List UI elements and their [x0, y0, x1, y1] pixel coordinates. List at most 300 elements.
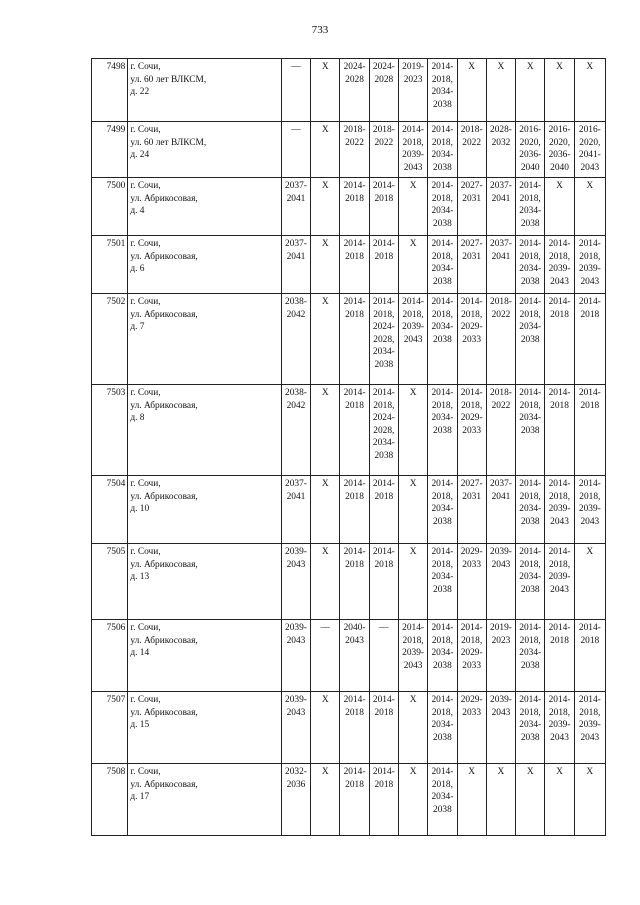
schedule-value: 2018,	[402, 635, 424, 646]
schedule-value: 2014-	[519, 181, 542, 191]
schedule-value: 2031	[462, 193, 482, 204]
schedule-value: 2014-	[548, 695, 571, 705]
schedule-value: 2039-	[402, 150, 425, 161]
schedule-value: 2038	[433, 516, 452, 527]
address-line: г. Сочи,	[130, 479, 161, 489]
schedule-value: 2038	[433, 425, 452, 436]
schedule-cell	[516, 620, 545, 692]
schedule-value: 2018,	[461, 400, 483, 411]
schedule-value: 2029-	[460, 648, 483, 659]
table-row	[92, 236, 606, 294]
schedule-value: 2014-	[372, 547, 395, 557]
address-line: г. Сочи,	[130, 767, 161, 777]
schedule-value: 2014-	[578, 479, 601, 489]
schedule-value: 2018,	[431, 74, 453, 85]
table-row	[92, 385, 606, 476]
schedule-value: 2038	[374, 450, 394, 461]
schedule-value: 2018	[374, 707, 394, 718]
schedule-value: 2018,	[431, 309, 453, 320]
schedule-value: X	[321, 479, 329, 489]
schedule-cell	[428, 294, 457, 385]
schedule-value: 2043	[286, 559, 306, 570]
address-cell	[128, 620, 281, 692]
schedule-cell	[516, 122, 545, 178]
address-line: д. 4	[130, 206, 145, 217]
schedule-value: 2014-	[431, 388, 454, 398]
schedule-value: 2024-	[343, 62, 366, 72]
schedule-cell	[516, 476, 545, 544]
address-line: г. Сочи,	[130, 388, 161, 398]
schedule-value: 2043	[403, 334, 423, 345]
schedule-cell	[574, 122, 605, 178]
address-line: ул. Абрикосовая,	[130, 251, 198, 262]
schedule-cell	[340, 294, 369, 385]
schedule-value: 2040	[550, 162, 569, 173]
schedule-cell	[457, 544, 486, 620]
schedule-value: 2018	[345, 779, 364, 790]
schedule-cell	[311, 236, 340, 294]
address-line: ул. Абрикосовая,	[130, 193, 198, 204]
schedule-cell	[545, 122, 574, 178]
schedule-cell	[311, 178, 340, 236]
schedule-value: 2016-	[548, 125, 571, 135]
schedule-value: 2014-	[548, 239, 571, 249]
schedule-cell	[545, 236, 574, 294]
schedule-value: 2028	[374, 74, 394, 85]
schedule-value: X	[409, 695, 417, 705]
schedule-value: 2014-	[548, 297, 571, 307]
schedule-value: 2022	[374, 137, 394, 148]
schedule-value: X	[409, 767, 417, 777]
address-line: д. 8	[130, 413, 145, 424]
row-number: 7502	[92, 294, 128, 385]
schedule-value: 2038	[520, 425, 540, 436]
schedule-value: 2018	[345, 707, 364, 718]
schedule-value: X	[497, 767, 505, 777]
schedule-value: 2038	[433, 99, 452, 110]
schedule-cell	[428, 764, 457, 836]
schedule-cell	[486, 692, 515, 764]
schedule-value: X	[321, 181, 329, 191]
schedule-cell	[311, 620, 340, 692]
schedule-value: 2014-	[431, 297, 454, 307]
schedule-cell	[574, 476, 605, 544]
schedule-cell	[428, 236, 457, 294]
schedule-value: 2014-	[578, 695, 601, 705]
schedule-cell	[369, 620, 398, 692]
schedule-cell	[281, 620, 310, 692]
schedule-value: 2014-	[431, 479, 454, 489]
schedule-cell	[428, 122, 457, 178]
schedule-cell	[486, 122, 515, 178]
schedule-value: 2018	[345, 251, 364, 262]
schedule-value: 2018	[374, 559, 394, 570]
schedule-value: 2019-	[402, 62, 425, 72]
schedule-value: 2029-	[460, 322, 483, 333]
schedule-cell	[369, 178, 398, 236]
schedule-cell	[428, 620, 457, 692]
schedule-value: X	[586, 62, 594, 72]
schedule-cell	[545, 620, 574, 692]
schedule-value: X	[468, 767, 476, 777]
schedule-cell	[486, 236, 515, 294]
schedule-value: —	[320, 623, 330, 633]
schedule-cell	[574, 236, 605, 294]
schedule-value: 2018	[550, 400, 569, 411]
schedule-value: 2018,	[431, 400, 453, 411]
address-line: ул. 60 лет ВЛКСМ,	[130, 74, 207, 85]
schedule-value: 2018	[580, 309, 600, 320]
address-line: д. 14	[130, 648, 150, 659]
schedule-cell	[545, 764, 574, 836]
schedule-value: 2014-	[460, 388, 483, 398]
row-number: 7505	[92, 544, 128, 620]
schedule-value: X	[526, 62, 534, 72]
row-number: 7507	[92, 692, 128, 764]
schedule-value: 2018	[580, 400, 600, 411]
address-line: ул. Абрикосовая,	[130, 309, 198, 320]
schedule-cell	[398, 764, 427, 836]
schedule-value: 2032	[491, 137, 511, 148]
schedule-cell	[369, 764, 398, 836]
schedule-cell	[457, 620, 486, 692]
row-number: 7503	[92, 385, 128, 476]
schedule-cell	[398, 385, 427, 476]
schedule-cell	[340, 178, 369, 236]
schedule-cell	[486, 294, 515, 385]
schedule-cell	[369, 385, 398, 476]
schedule-value: 2034-	[431, 792, 454, 803]
schedule-value: 2014-	[460, 297, 483, 307]
schedule-value: 2043	[580, 162, 600, 173]
address-cell	[128, 236, 281, 294]
schedule-cell	[486, 59, 515, 122]
schedule-cell	[457, 294, 486, 385]
schedule-value: 2014-	[343, 297, 366, 307]
schedule-value: 2014-	[548, 547, 571, 557]
schedule-value: 2014-	[402, 125, 425, 135]
schedule-cell	[545, 476, 574, 544]
schedule-value: 2018,	[373, 309, 395, 320]
page-number: 733	[311, 24, 329, 36]
schedule-cell	[281, 476, 310, 544]
address-line: г. Сочи,	[130, 125, 161, 135]
schedule-value: X	[321, 297, 329, 307]
schedule-cell	[398, 476, 427, 544]
schedule-value: 2032-	[285, 767, 307, 777]
schedule-value: 2043	[403, 162, 423, 173]
schedule-value: 2034-	[519, 264, 542, 275]
schedule-value: 2014-	[578, 388, 601, 398]
schedule-value: X	[409, 479, 417, 489]
schedule-value: 2018,	[431, 137, 453, 148]
schedule-value: 2018,	[519, 309, 541, 320]
schedule-value: 2034-	[519, 572, 542, 583]
schedule-value: X	[409, 547, 417, 557]
schedule-value: 2016-	[578, 125, 601, 135]
schedule-value: X	[409, 181, 417, 191]
schedule-cell	[311, 385, 340, 476]
schedule-cell	[311, 294, 340, 385]
schedule-value: 2043	[403, 660, 423, 671]
address-line: ул. Абрикосовая,	[130, 707, 198, 718]
schedule-cell	[281, 178, 310, 236]
table-row	[92, 620, 606, 692]
table-body	[92, 59, 606, 836]
schedule-value: 2036-	[519, 150, 542, 161]
schedule-value: 2034-	[431, 504, 454, 515]
schedule-value: 2022	[345, 137, 364, 148]
schedule-value: 2039-	[285, 695, 307, 705]
schedule-value: 2014-	[372, 297, 395, 307]
schedule-cell	[574, 59, 605, 122]
address-cell	[128, 294, 281, 385]
row-number: 7501	[92, 236, 128, 294]
schedule-value: X	[321, 125, 329, 135]
schedule-cell	[369, 692, 398, 764]
schedule-cell	[340, 544, 369, 620]
address-cell	[128, 692, 281, 764]
schedule-value: 2041	[491, 491, 511, 502]
address-cell	[128, 476, 281, 544]
schedule-cell	[311, 544, 340, 620]
schedule-value: 2018,	[548, 707, 571, 718]
schedule-cell	[311, 122, 340, 178]
schedule-value: 2041	[286, 251, 306, 262]
schedule-value: 2014-	[431, 239, 454, 249]
schedule-value: X	[468, 62, 476, 72]
schedule-value: 2033	[462, 334, 482, 345]
address-line: д. 13	[130, 572, 150, 583]
schedule-value: 2034-	[431, 413, 454, 424]
schedule-value: 2038	[433, 162, 452, 173]
address-cell	[128, 122, 281, 178]
schedule-value: 2014-	[343, 695, 366, 705]
schedule-value: 2034-	[519, 413, 542, 424]
schedule-cell	[281, 59, 310, 122]
schedule-cell	[398, 692, 427, 764]
schedule-value: 2014-	[431, 547, 454, 557]
schedule-value: 2018,	[431, 707, 453, 718]
schedule-value: 2018-	[372, 125, 395, 135]
address-line: ул. Абрикосовая,	[130, 491, 198, 502]
schedule-value: 2038	[520, 218, 540, 229]
schedule-value: 2038	[520, 516, 540, 527]
schedule-value: 2034-	[431, 206, 454, 217]
schedule-value: 2014-	[548, 479, 571, 489]
schedule-cell	[486, 385, 515, 476]
schedule-cell	[486, 764, 515, 836]
schedule-value: 2038	[520, 334, 540, 345]
schedule-value: 2038	[433, 276, 452, 287]
schedule-value: X	[586, 547, 594, 557]
schedule-cell	[574, 620, 605, 692]
table-row	[92, 764, 606, 836]
schedule-cell	[281, 385, 310, 476]
schedule-cell	[516, 236, 545, 294]
schedule-cell	[545, 692, 574, 764]
schedule-value: 2028	[345, 74, 364, 85]
row-number: 7504	[92, 476, 128, 544]
schedule-cell	[369, 476, 398, 544]
schedule-value: 2040-	[343, 623, 366, 633]
schedule-value: 2037-	[490, 479, 512, 489]
schedule-value: 2033	[462, 660, 482, 671]
table-row	[92, 59, 606, 122]
schedule-cell	[311, 764, 340, 836]
address-line: д. 6	[130, 264, 145, 275]
schedule-value: 2037-	[490, 239, 512, 249]
schedule-value: 2031	[462, 491, 482, 502]
schedule-value: 2014-	[343, 547, 366, 557]
schedule-value: 2018	[374, 779, 394, 790]
schedule-cell	[281, 294, 310, 385]
schedule-value: 2014-	[372, 181, 395, 191]
schedule-value: 2018,	[519, 251, 541, 262]
schedule-value: 2018	[345, 400, 364, 411]
schedule-value: 2039-	[578, 720, 601, 731]
schedule-value: 2037-	[285, 239, 307, 249]
address-line: г. Сочи,	[130, 695, 161, 705]
schedule-cell	[457, 236, 486, 294]
schedule-value: 2043	[345, 635, 364, 646]
schedule-value: X	[409, 388, 417, 398]
schedule-value: 2018,	[431, 635, 453, 646]
schedule-value: 2039-	[285, 623, 307, 633]
schedule-value: 2018	[345, 309, 364, 320]
schedule-value: 2029-	[460, 413, 483, 424]
schedule-value: X	[586, 181, 594, 191]
schedule-value: 2018,	[519, 707, 541, 718]
schedule-cell	[398, 59, 427, 122]
address-line: д. 22	[130, 87, 150, 98]
schedule-value: 2024-	[372, 322, 395, 333]
schedule-value: 2014-	[431, 695, 454, 705]
schedule-value: 2034-	[431, 264, 454, 275]
schedule-cell	[369, 544, 398, 620]
schedule-value: 2014-	[578, 623, 601, 633]
schedule-value: 2039-	[548, 720, 571, 731]
schedule-cell	[545, 294, 574, 385]
address-cell	[128, 544, 281, 620]
schedule-value: 2014-	[519, 547, 542, 557]
schedule-value: 2041	[491, 251, 511, 262]
schedule-value: 2043	[550, 732, 569, 743]
schedule-value: —	[379, 623, 389, 633]
schedule-value: 2018	[550, 635, 569, 646]
schedule-cell	[398, 236, 427, 294]
schedule-cell	[486, 178, 515, 236]
schedule-value: 2014-	[519, 695, 542, 705]
address-line: ул. Абрикосовая,	[130, 559, 198, 570]
schedule-cell	[516, 294, 545, 385]
schedule-cell	[545, 544, 574, 620]
schedule-cell	[545, 59, 574, 122]
schedule-value: 2018,	[519, 491, 541, 502]
schedule-value: 2014-	[372, 239, 395, 249]
schedule-value: 2043	[491, 707, 511, 718]
schedule-value: 2043	[550, 276, 569, 287]
schedule-cell	[457, 59, 486, 122]
schedule-value: 2018,	[548, 491, 571, 502]
address-line: г. Сочи,	[130, 239, 161, 249]
schedule-value: 2018,	[431, 779, 453, 790]
schedule-value: 2014-	[343, 388, 366, 398]
schedule-value: 2020,	[548, 137, 571, 148]
schedule-value: 2023	[403, 74, 423, 85]
schedule-value: 2024-	[372, 62, 395, 72]
address-line: г. Сочи,	[130, 181, 161, 191]
schedule-value: 2043	[491, 559, 511, 570]
schedule-value: X	[556, 62, 563, 72]
schedule-cell	[369, 59, 398, 122]
schedule-value: 2027-	[460, 239, 483, 249]
schedule-cell	[545, 178, 574, 236]
schedule-value: 2014-	[548, 623, 571, 633]
schedule-value: 2020,	[579, 137, 601, 148]
schedule-value: 2016-	[519, 125, 542, 135]
schedule-value: 2034-	[431, 322, 454, 333]
schedule-value: 2014-	[372, 695, 395, 705]
schedule-value: 2034-	[431, 572, 454, 583]
schedule-value: 2033	[462, 707, 482, 718]
schedule-value: 2031	[462, 251, 482, 262]
schedule-value: 2039-	[578, 264, 601, 275]
schedule-value: 2018-	[490, 297, 512, 307]
schedule-cell	[516, 178, 545, 236]
schedule-cell	[340, 620, 369, 692]
address-line: г. Сочи,	[130, 62, 161, 72]
schedule-value: 2018,	[461, 309, 483, 320]
schedule-value: 2036-	[548, 150, 571, 161]
schedule-value: 2034-	[431, 720, 454, 731]
schedule-value: 2034-	[431, 87, 454, 98]
address-line: д. 15	[130, 720, 150, 731]
schedule-value: X	[321, 695, 329, 705]
schedule-value: 2014-	[578, 239, 601, 249]
schedule-value: 2039-	[548, 572, 571, 583]
schedule-value: 2034-	[519, 720, 542, 731]
schedule-value: X	[526, 767, 534, 777]
schedule-value: 2039-	[285, 547, 307, 557]
address-line: г. Сочи,	[130, 297, 161, 307]
schedule-cell	[516, 59, 545, 122]
schedule-value: 2033	[462, 559, 482, 570]
schedule-value: 2039-	[548, 504, 571, 515]
schedule-value: 2018	[345, 193, 364, 204]
schedule-value: 2022	[462, 137, 482, 148]
schedule-value: X	[409, 239, 417, 249]
schedule-value: 2038-	[285, 297, 307, 307]
schedule-cell	[311, 692, 340, 764]
row-number: 7508	[92, 764, 128, 836]
schedule-value: 2034-	[519, 206, 542, 217]
schedule-value: 2043	[580, 276, 600, 287]
schedule-value: 2014-	[548, 388, 571, 398]
schedule-value: 2014-	[578, 297, 601, 307]
schedule-value: 2034-	[519, 322, 542, 333]
schedule-cell	[369, 122, 398, 178]
schedule-value: 2040	[520, 162, 540, 173]
schedule-value: X	[321, 239, 329, 249]
schedule-value: 2018,	[519, 193, 541, 204]
schedule-value: 2034-	[431, 648, 454, 659]
schedule-value: 2020,	[519, 137, 541, 148]
schedule-value: 2014-	[372, 479, 395, 489]
schedule-value: X	[586, 767, 594, 777]
schedule-value: 2018,	[431, 559, 453, 570]
schedule-value: 2014-	[519, 388, 542, 398]
